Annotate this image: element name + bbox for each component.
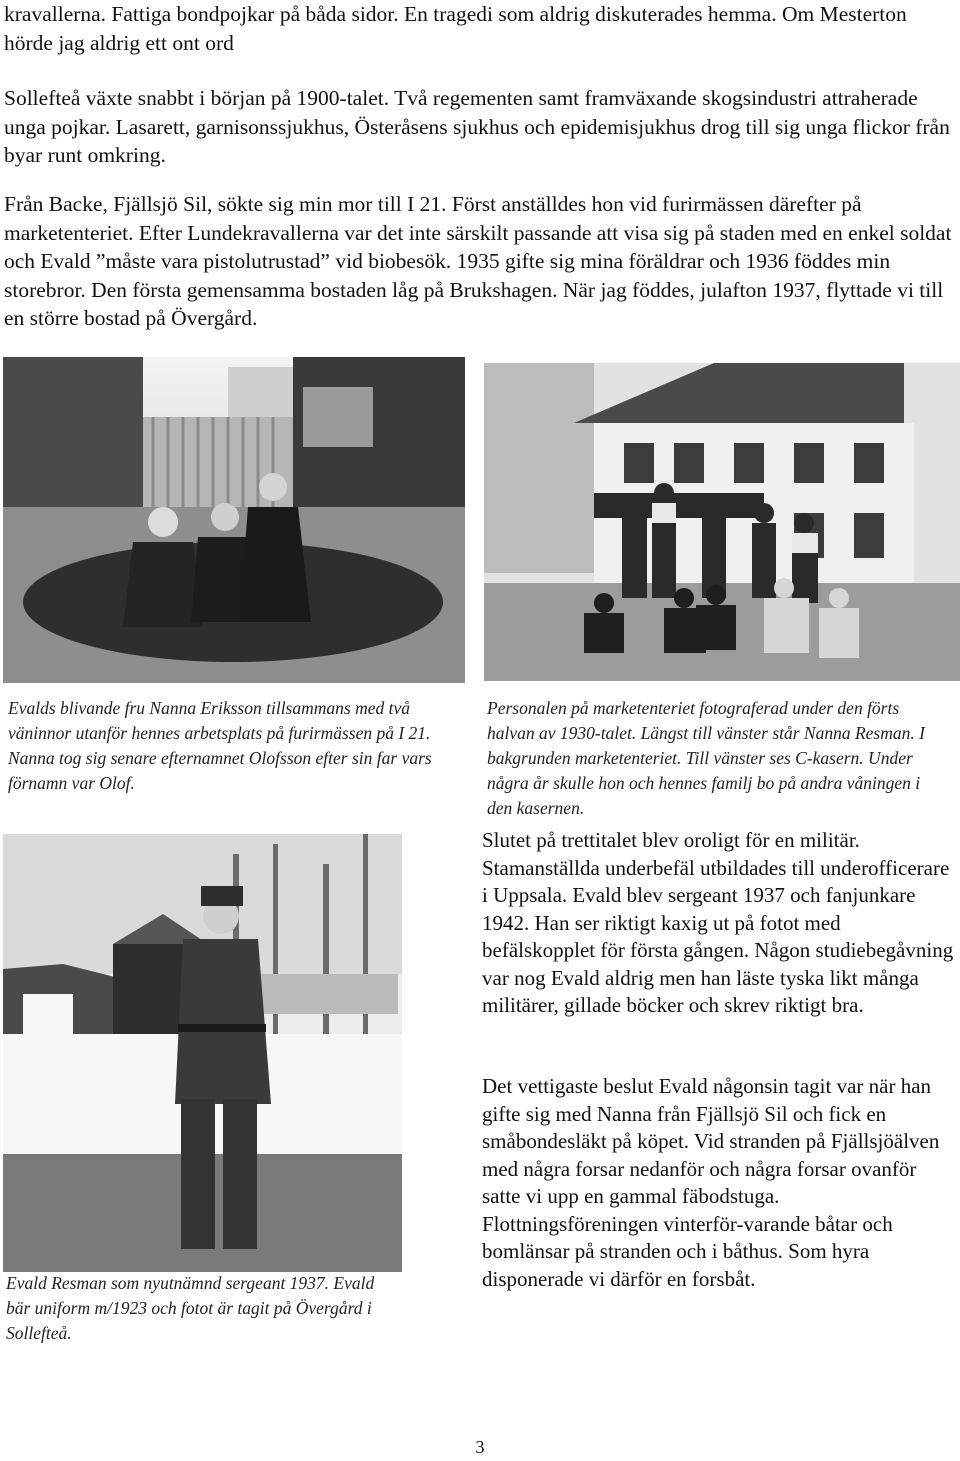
caption-marketenteriet-staff: Personalen på marketenteriet fotograferad under den förts halvan av 1930-talet. Längst till vänster står Nanna Resman. I bakgrunden marketenteriet. Till vänster ses C-kasern. Under några år skulle hon och hennes familj bo på andra våningen i den kasernen. [487, 698, 925, 818]
paragraph-solleftea: Sollefteå växte snabbt i början på 1900-talet. Två regementen samt framväxande skogsindustri attraherade unga pojkar. Lasarett, garnisonssjukhus, Österåsens sjukhus och epidemisjukhus drog till sig unga flickor från byar runt omkring. [4, 86, 950, 167]
caption-three-women: Evalds blivande fru Nanna Eriksson tillsammans med två väninnor utanför hennes arbetsplats på furirmässen på I 21. Nanna tog sig senare efternamnet Olofsson efter sin far vars förnamn var Olof. [8, 698, 432, 793]
caption-soldier-evald: Evald Resman som nyutnämnd sergeant 1937. Evald bär uniform m/1923 och fotot är tagit på Övergård i Sollefteå. [6, 1273, 375, 1343]
paragraph-mother: Från Backe, Fjällsjö Sil, sökte sig min mor till I 21. Först anställdes hon vid furirmässen därefter på marketenteriet. Efter Lundekravallerna var det inte särskilt passande att visa sig på staden med en enkel soldat och Evald ”måste vara pistolutrustad” vid biobesök. 1935 gifte sig mina föräldrar och 1936 föddes min storebror. Den första gemensamma bostaden låg på Brukshagen. När jag föddes, julafton 1937, flyttade vi till en större bostad på Övergård. [4, 192, 952, 330]
paragraph-family-cabin: Det vettigaste beslut Evald någonsin tagit var när han gifte sig med Nanna från Fjällsjö Sil och fick en småbondesläkt på köpet. Vid stranden på Fjällsjöälven med några forsar nedanför och några forsar ovanför satte vi upp en gammal fäbodstuga. Flottningsföreningen vinterför-varande båtar och bomlänsar på stranden och i båthus. Som hyra disponerade vi därför en forsbåt. [482, 1074, 940, 1291]
paragraph-intro: kravallerna. Fattiga bondpojkar på båda sidor. En tragedi som aldrig diskuterades hemma. Om Mesterton hörde jag aldrig ett ont ord [4, 2, 907, 55]
paragraph-military-career: Slutet på trettitalet blev oroligt för en militär. Stamanställda underbefäl utbildades till underofficerare i Uppsala. Evald blev sergeant 1937 och fanjunkare 1942. Han ser riktigt kaxig ut på fotot med befälskopplet för första gången. Någon studiebegåvning var nog Evald aldrig men han läste tyska likt många militärer, gillade böcker och skrev riktigt bra. [482, 828, 954, 1017]
photo-soldier-evald [3, 834, 402, 1272]
page-number: 3 [475, 1437, 485, 1457]
photo-marketenteriet-staff [484, 363, 960, 681]
photo-three-women [3, 357, 465, 683]
